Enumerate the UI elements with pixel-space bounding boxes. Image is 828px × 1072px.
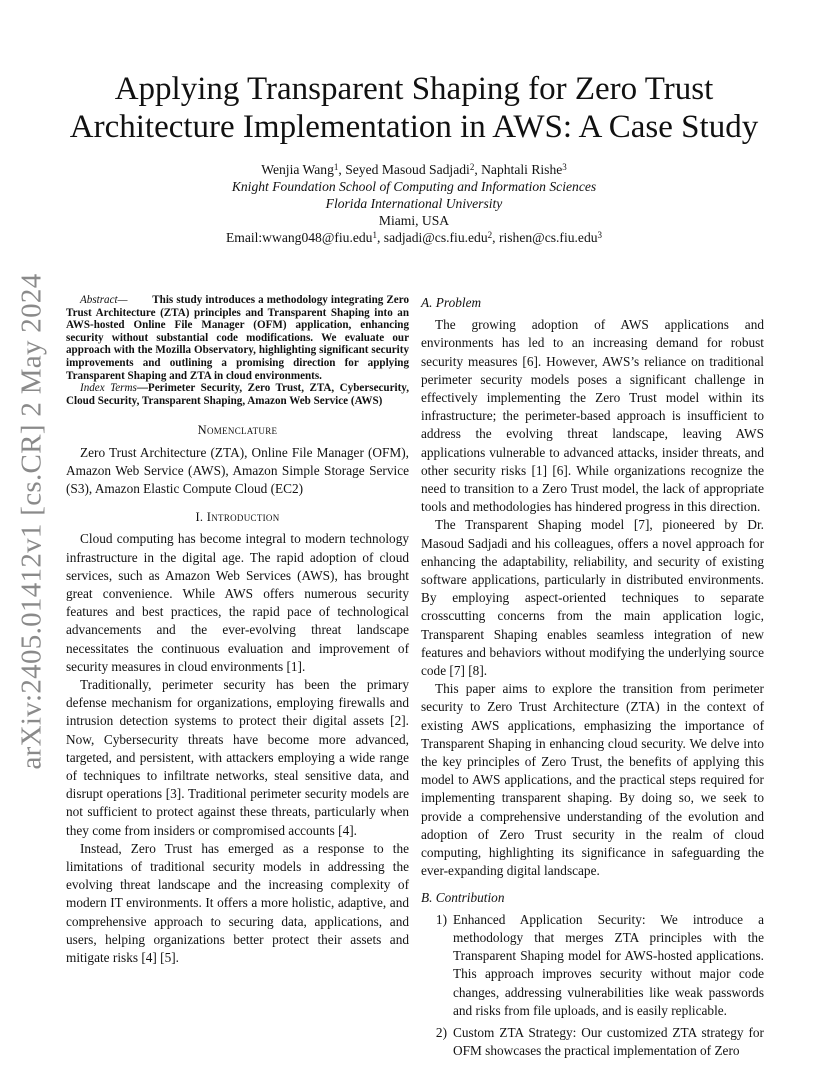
- paper-title: [60, 70, 768, 146]
- intro-paragraph-3: Instead, Zero Trust has emerged as a response to the limitations of traditional security models in addressing the evolving threat landscape and the increasing complexity of modern IT environments. It offers a more holistic, adaptive, and comprehensive approach to securing data, applications, and users, helping organizations better protect their assets and mitigate risks [4] [5].: [66, 840, 409, 966]
- arxiv-identifier: [12, 273, 52, 769]
- nomenclature-heading: Nomenclature: [197, 423, 278, 438]
- list-item: 2) Custom ZTA Strategy: Our customized ZTA strategy for OFM showcases the practical implementation of Zero: [435, 1024, 764, 1059]
- author-emails: Email:wwang048@fiu.edu$^1$, sadjadi@cs.fiu.edu$^2$, rishen@cs.fiu.edu$^3$: [225, 230, 603, 245]
- index-terms-text: —Perimeter Security, Zero Trust, ZTA, Cybersecurity, Cloud Security, Transparent Shaping, Amazon Web Service (AWS): [66, 382, 409, 407]
- affiliation-school: Knight Foundation School of Computing and Information Sciences: [231, 179, 597, 194]
- right-column: [421, 294, 764, 1064]
- intro-paragraph-1: Cloud computing has become integral to modern technology infrastructure in the digital age. The rapid adoption of cloud services, such as Amazon Web Services (AWS), has brought great convenience. While AWS offers numerous security features and best practices, the rapid pace of technological advancements and the ever-evolving threat landscape necessitates the continuous evaluation and improvement of security measures in cloud environments [1].: [66, 531, 409, 674]
- author-names: Wenjia Wang$^1$, Seyed Masoud Sadjadi$^2$, Naphtali Rishe$^3$: [261, 162, 567, 177]
- list-item: 1) Enhanced Application Security: We introduce a methodology that merges ZTA principles with the Transparent Shaping model for AWS-hosted applications. This approach improves security without major code changes, addressing vulnerabilities like weak passwords and risks from file uploads, and is easily replicable.: [435, 911, 764, 1018]
- contribution-heading: B. Contribution: [421, 889, 505, 905]
- arxiv-id-text: arXiv:2405.01412v1 [cs.CR] 2 May 2024: [15, 273, 48, 769]
- abstract-label: Abstract—: [80, 294, 128, 306]
- title-line-1: Applying Transparent Shaping for Zero Trust: [114, 71, 714, 107]
- left-column: [66, 294, 409, 967]
- author-block: [60, 161, 768, 246]
- problem-paragraph-3: This paper aims to explore the transition from perimeter security to Zero Trust Architecture (ZTA) in the context of existing AWS applications, emphasizing the importance of Transparent Shaping in enhancing cloud security. We delve into the key principles of Zero Trust, the benefits of applying this model to AWS applications, and the practical steps required for implementing transparent shaping. By doing so, we seek to provide a comprehensive understanding of the evolution and adoption of Zero Trust security in the realm of cloud computing, highlighting its significance in safeguarding the ever-expanding digital landscape.: [421, 681, 764, 879]
- contribution-list: [421, 911, 764, 1061]
- problem-paragraph-1: The growing adoption of AWS applications and environments has led to an increasing demand for robust security measures [6]. However, AWS’s reliance on traditional perimeter security models poses a significant challenge in effectively implementing the Zero Trust model within its infrastructure; the perimeter-based approach is insufficient to address the evolving threat landscape, leaving AWS applications vulnerable to advanced attacks, insider threats, and other security risks [1] [6]. While organizations recognize the need to transition to a Zero Trust model, the lack of appropriate tools and methodologies has hindered progress in this direction.: [421, 317, 764, 515]
- intro-paragraph-2: Traditionally, perimeter security has been the primary defense mechanism for organizations, employing firewalls and intrusion detection systems to protect their digital assets [2]. Now, Cybersecurity threats have become more advanced, targeted, and persistent, with attackers employing a wide range of techniques to infiltrate networks, steal sensitive data, and disrupt operations [3]. Traditional perimeter security models are not sufficient to protect against these threats, particularly when they come from insiders or compromised accounts [4].: [66, 676, 409, 838]
- abstract: [66, 294, 409, 407]
- affiliation-university: Florida International University: [325, 196, 503, 211]
- affiliation-location: Miami, USA: [378, 213, 450, 228]
- introduction-heading: I. Introduction: [195, 510, 280, 525]
- index-terms-label: Index Terms: [80, 382, 137, 395]
- abstract-text: This study introduces a methodology integrating Zero Trust Architecture (ZTA) principles and Transparent Shaping into an AWS-hosted Online File Manager (OFM) application, enhancing security without substantial code modifications. We evaluate our approach with the Mozilla Observatory, highlighting significant security improvements and outlining a promising direction for applying Transparent Shaping and ZTA in cloud environments.: [66, 294, 409, 382]
- problem-paragraph-2: The Transparent Shaping model [7], pioneered by Dr. Masoud Sadjadi and his colleagues, offers a novel approach for enhancing the adaptability, reliability, and security of existing software applications, particularly in distributed environments. By employing aspect-oriented techniques to separate crosscutting concerns from the main application logic, Transparent Shaping enables seamless integration of new features and behaviors without modifying the underlying source code [7] [8].: [421, 517, 764, 679]
- problem-heading: A. Problem: [421, 295, 482, 310]
- nomenclature-text: Zero Trust Architecture (ZTA), Online File Manager (OFM), Amazon Web Service (AWS), Amazon Simple Storage Service (S3), Amazon Elastic Compute Cloud (EC2): [66, 444, 409, 496]
- title-line-2: Architecture Implementation in AWS: A Case Study: [69, 109, 759, 145]
